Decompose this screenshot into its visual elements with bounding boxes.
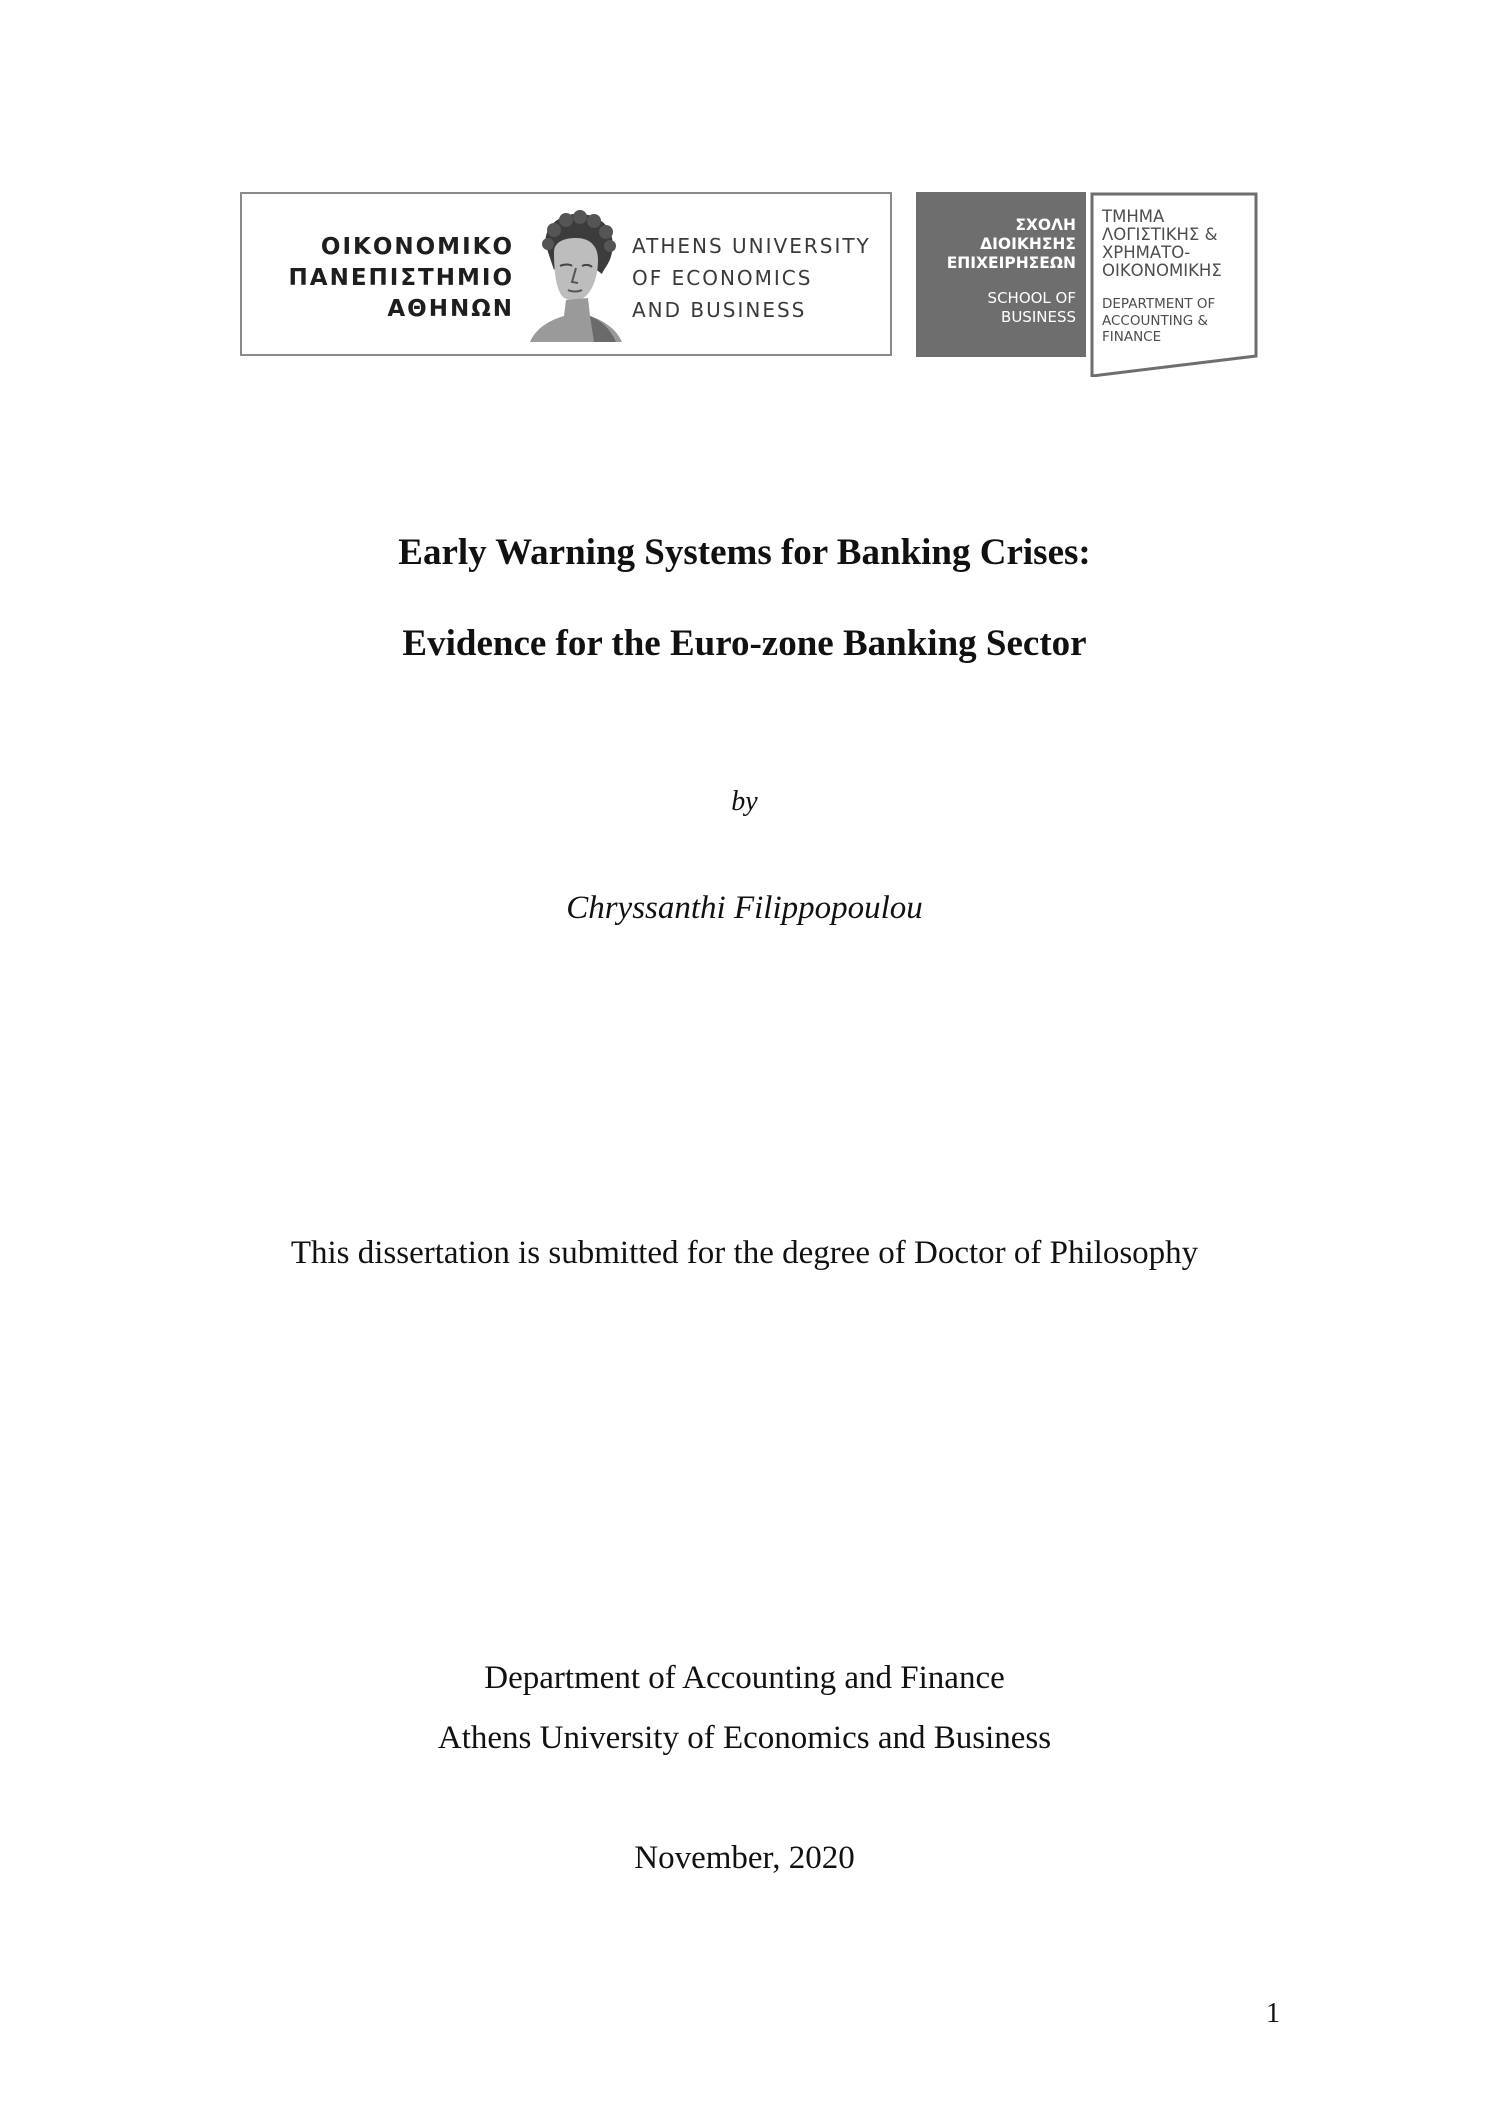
department-logo-english-name [1102, 296, 1215, 346]
aueb-english-line: OF ECONOMICS [632, 266, 813, 290]
school-of-business-logo [916, 192, 1086, 357]
dept-english-line: ACCOUNTING & [1102, 312, 1209, 329]
page-number: 1 [1266, 1998, 1280, 2029]
submission-date: November, 2020 [634, 1840, 855, 1876]
school-english-line: SCHOOL OF [987, 289, 1076, 307]
aueb-logo-greek-name [264, 232, 514, 325]
classical-bust-icon [524, 208, 628, 344]
department-logo [1090, 192, 1258, 377]
department-name: Department of Accounting and Finance [484, 1660, 1005, 1696]
aueb-logo [240, 192, 892, 356]
school-greek-line: ΔΙΟΙΚΗΣΗΣ [980, 235, 1076, 253]
aueb-greek-line: ΠΑΝΕΠΙΣΤΗΜΙΟ [288, 265, 514, 291]
school-greek-line: ΕΠΙΧΕΙΡΗΣΕΩΝ [946, 254, 1076, 272]
aueb-english-line: ATHENS UNIVERSITY [632, 234, 871, 258]
school-greek-line: ΣΧΟΛΗ [1015, 216, 1076, 234]
aueb-logo-english-name [632, 230, 871, 326]
university-name: Athens University of Economics and Business [437, 1720, 1052, 1756]
dissertation-title-line-1: Early Warning Systems for Banking Crises: [398, 532, 1091, 573]
aueb-english-line: AND BUSINESS [632, 298, 807, 322]
aueb-greek-line: ΟΙΚΟΝΟΜΙΚΟ [320, 234, 514, 260]
dept-greek-line: ΛΟΓΙΣΤΙΚΗΣ & [1102, 225, 1218, 244]
dissertation-title-line-2: Evidence for the Euro-zone Banking Sector [402, 623, 1087, 664]
aueb-greek-line: ΑΘΗΝΩΝ [387, 296, 514, 322]
department-logo-greek-name [1102, 208, 1222, 280]
by-label: by [731, 786, 758, 817]
dept-greek-line: ΤΜΗΜΑ [1102, 207, 1165, 226]
school-logo-english-name [988, 289, 1076, 327]
degree-statement: This dissertation is submitted for the degree of Doctor of Philosophy [290, 1235, 1199, 1271]
author-name: Chryssanthi Filippopoulou [566, 890, 923, 926]
dept-greek-line: ΟΙΚΟΝΟΜΙΚΗΣ [1102, 261, 1222, 280]
dept-english-line: DEPARTMENT OF [1102, 296, 1216, 312]
dept-greek-line: ΧΡΗΜΑΤΟ- [1102, 243, 1191, 262]
school-english-line: BUSINESS [1001, 308, 1076, 326]
school-logo-greek-name [947, 216, 1076, 273]
dept-english-line: FINANCE [1102, 329, 1162, 345]
